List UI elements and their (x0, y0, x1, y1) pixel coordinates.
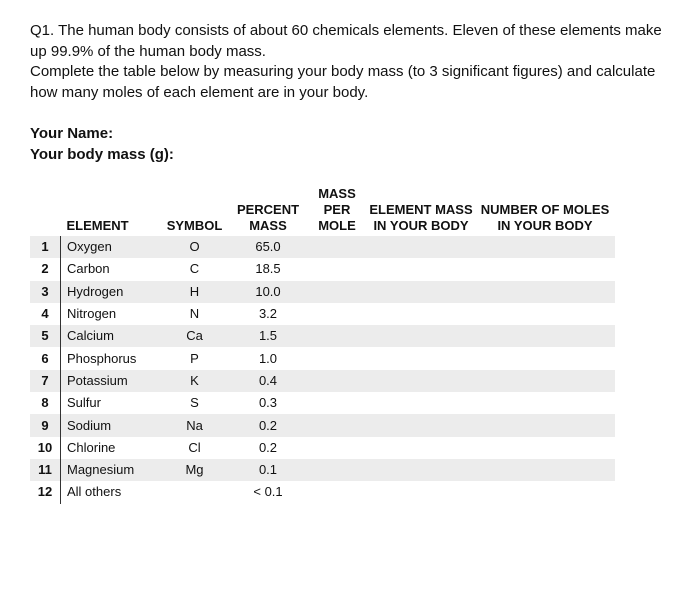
row-number: 8 (30, 392, 61, 414)
element-symbol: K (160, 370, 229, 392)
percent-mass: 0.3 (229, 392, 307, 414)
header-element-mass: ELEMENT MASS IN YOUR BODY (369, 202, 473, 233)
element-symbol: Cl (160, 437, 229, 459)
element-name: Sodium (61, 414, 161, 436)
element-name: Sulfur (61, 392, 161, 414)
element-name: Calcium (61, 325, 161, 347)
element-mass-cell[interactable] (367, 370, 475, 392)
moles-cell[interactable] (475, 258, 615, 280)
element-name: Chlorine (61, 437, 161, 459)
question-intro: Q1. The human body consists of about 60 chemicals elements. Eleven of these elements make up 99.9% of the human body mass. (30, 22, 662, 60)
element-name: Phosphorus (61, 347, 161, 369)
percent-mass: 3.2 (229, 303, 307, 325)
element-name: Nitrogen (61, 303, 161, 325)
header-percent-mass: PERCENT MASS (236, 202, 300, 233)
mass-per-mole-cell[interactable] (307, 236, 367, 258)
element-mass-cell[interactable] (367, 414, 475, 436)
table-row (30, 414, 615, 436)
row-number: 1 (30, 236, 61, 258)
percent-mass: 65.0 (229, 236, 307, 258)
question-text (30, 21, 680, 103)
table-row (30, 392, 615, 414)
header-moles: NUMBER OF MOLES IN YOUR BODY (480, 202, 610, 233)
element-symbol: H (160, 281, 229, 303)
row-number: 10 (30, 437, 61, 459)
element-symbol: S (160, 392, 229, 414)
moles-cell[interactable] (475, 370, 615, 392)
percent-mass: 10.0 (229, 281, 307, 303)
percent-mass: 0.4 (229, 370, 307, 392)
header-element: ELEMENT (66, 218, 129, 233)
mass-per-mole-cell[interactable] (307, 414, 367, 436)
element-name: Carbon (61, 258, 161, 280)
moles-cell[interactable] (475, 414, 615, 436)
element-mass-cell[interactable] (367, 481, 475, 503)
header-symbol: SYMBOL (166, 218, 223, 233)
moles-cell[interactable] (475, 281, 615, 303)
row-number: 6 (30, 347, 61, 369)
element-mass-cell[interactable] (367, 258, 475, 280)
moles-cell[interactable] (475, 347, 615, 369)
element-name: Oxygen (61, 236, 161, 258)
element-mass-cell[interactable] (367, 281, 475, 303)
mass-per-mole-cell[interactable] (307, 303, 367, 325)
mass-per-mole-cell[interactable] (307, 459, 367, 481)
moles-cell[interactable] (475, 392, 615, 414)
moles-cell[interactable] (475, 325, 615, 347)
percent-mass: 1.0 (229, 347, 307, 369)
header-number (30, 184, 61, 236)
table-row (30, 325, 615, 347)
row-number: 3 (30, 281, 61, 303)
element-symbol: P (160, 347, 229, 369)
student-info (30, 123, 174, 165)
element-mass-cell[interactable] (367, 325, 475, 347)
row-number: 4 (30, 303, 61, 325)
mass-per-mole-cell[interactable] (307, 347, 367, 369)
percent-mass: 18.5 (229, 258, 307, 280)
moles-cell[interactable] (475, 303, 615, 325)
element-mass-cell[interactable] (367, 437, 475, 459)
row-number: 11 (30, 459, 61, 481)
element-symbol: Mg (160, 459, 229, 481)
element-mass-cell[interactable] (367, 347, 475, 369)
elements-table (30, 184, 616, 504)
table-row (30, 347, 615, 369)
row-number: 9 (30, 414, 61, 436)
element-symbol: O (160, 236, 229, 258)
table-row (30, 281, 615, 303)
mass-per-mole-cell[interactable] (307, 325, 367, 347)
table-row (30, 236, 615, 258)
percent-mass: 1.5 (229, 325, 307, 347)
element-symbol: Na (160, 414, 229, 436)
percent-mass: < 0.1 (229, 481, 307, 503)
moles-cell[interactable] (475, 437, 615, 459)
table-row (30, 370, 615, 392)
name-label: Your Name: (30, 125, 114, 142)
element-symbol: Ca (160, 325, 229, 347)
mass-per-mole-cell[interactable] (307, 370, 367, 392)
table-row (30, 437, 615, 459)
element-name: Potassium (61, 370, 161, 392)
mass-per-mole-cell[interactable] (307, 437, 367, 459)
moles-cell[interactable] (475, 481, 615, 503)
row-number: 5 (30, 325, 61, 347)
question-instruction: Complete the table below by measuring your body mass (to 3 significant figures) and calculate how many moles of each element are in your body. (30, 63, 656, 101)
row-number: 12 (30, 481, 61, 503)
mass-per-mole-cell[interactable] (307, 392, 367, 414)
mass-per-mole-cell[interactable] (307, 258, 367, 280)
percent-mass: 0.2 (229, 414, 307, 436)
element-mass-cell[interactable] (367, 236, 475, 258)
table-row (30, 459, 615, 481)
mass-per-mole-cell[interactable] (307, 481, 367, 503)
table-row (30, 481, 615, 503)
element-name: Hydrogen (61, 281, 161, 303)
table-row (30, 303, 615, 325)
element-symbol: C (160, 258, 229, 280)
table-body (30, 236, 615, 504)
moles-cell[interactable] (475, 459, 615, 481)
header-mass-per-mole: MASS PER MOLE (318, 186, 356, 233)
element-mass-cell[interactable] (367, 303, 475, 325)
element-mass-cell[interactable] (367, 392, 475, 414)
percent-mass: 0.2 (229, 437, 307, 459)
element-symbol: N (160, 303, 229, 325)
table-header-row (30, 184, 615, 236)
row-number: 7 (30, 370, 61, 392)
element-name: All others (61, 481, 161, 503)
moles-cell[interactable] (475, 236, 615, 258)
row-number: 2 (30, 258, 61, 280)
percent-mass: 0.1 (229, 459, 307, 481)
mass-per-mole-cell[interactable] (307, 281, 367, 303)
table-row (30, 258, 615, 280)
element-symbol (160, 481, 229, 503)
element-name: Magnesium (61, 459, 161, 481)
body-mass-label: Your body mass (g): (30, 146, 174, 163)
element-mass-cell[interactable] (367, 459, 475, 481)
